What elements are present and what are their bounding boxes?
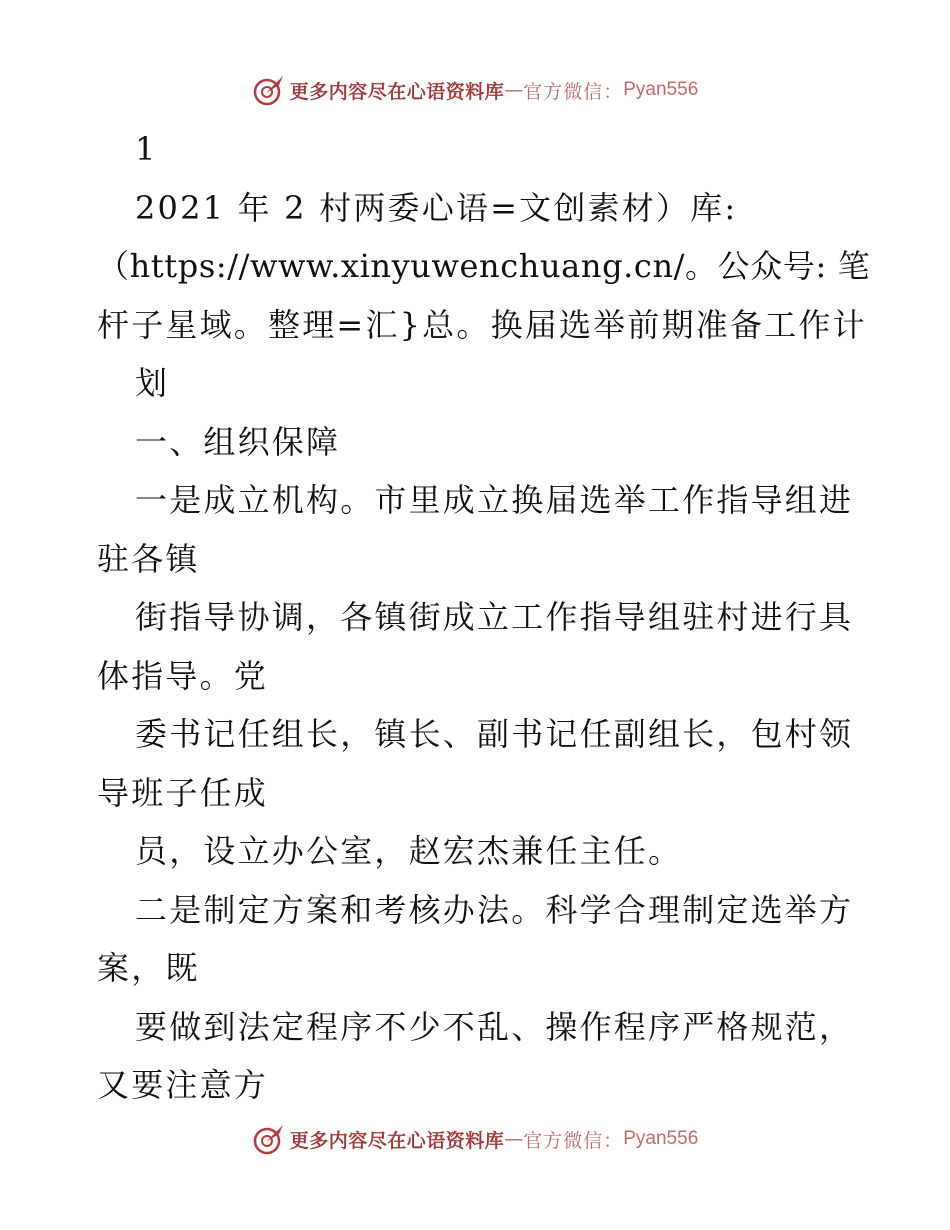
banner-wechat-id: Pyan556 (623, 79, 699, 100)
banner-wechat-id: Pyan556 (623, 1128, 699, 1149)
document-body (97, 120, 871, 1115)
banner-dash: — (504, 1128, 524, 1150)
text-line: 杆子星域。整理=汇}总。换届选举前期准备工作计 (97, 305, 867, 344)
banner-main-text: 更多内容尽在心语资料库 (289, 1129, 505, 1152)
text-line: 又要注意方 (97, 1066, 269, 1104)
text-line: 员，设立办公室，赵宏杰兼任主任。 (135, 832, 683, 870)
footer-watermark-banner (0, 1119, 950, 1159)
text-line: 1 (135, 130, 158, 168)
banner-dash: — (504, 79, 524, 101)
text-line: 驻各镇 (97, 539, 200, 578)
header-watermark-banner (0, 70, 950, 110)
text-line: 案，既 (97, 949, 200, 987)
text-line: （https://www.xinyuwenchuang.cn/。公众号: 笔 (97, 247, 871, 285)
quill-logo-icon (252, 73, 286, 107)
text-line: 导班子任成 (97, 773, 269, 812)
text-line: 二是制定方案和考核办法。科学合理制定选举方 (135, 890, 854, 929)
text-line: 体指导。党 (97, 656, 269, 695)
section-heading: 一、组织保障 (135, 422, 341, 461)
text-line: 街指导协调，各镇街成立工作指导组驻村进行具 (135, 598, 854, 636)
text-line: 要做到法定程序不少不乱、操作程序严格规范， (135, 1007, 854, 1046)
banner-sub-text: 官方微信： (523, 1129, 624, 1152)
banner-main-text: 更多内容尽在心语资料库 (289, 80, 505, 103)
text-line: 2021 年 2 村两委心语=文创素材）库: (135, 188, 738, 227)
text-line: 划 (135, 364, 170, 402)
quill-logo-icon (252, 1122, 286, 1156)
banner-sub-text: 官方微信： (523, 80, 624, 103)
text-line: 一是成立机构。市里成立换届选举工作指导组进 (135, 481, 854, 519)
text-line: 委书记任组长，镇长、副书记任副组长，包村领 (135, 715, 854, 753)
